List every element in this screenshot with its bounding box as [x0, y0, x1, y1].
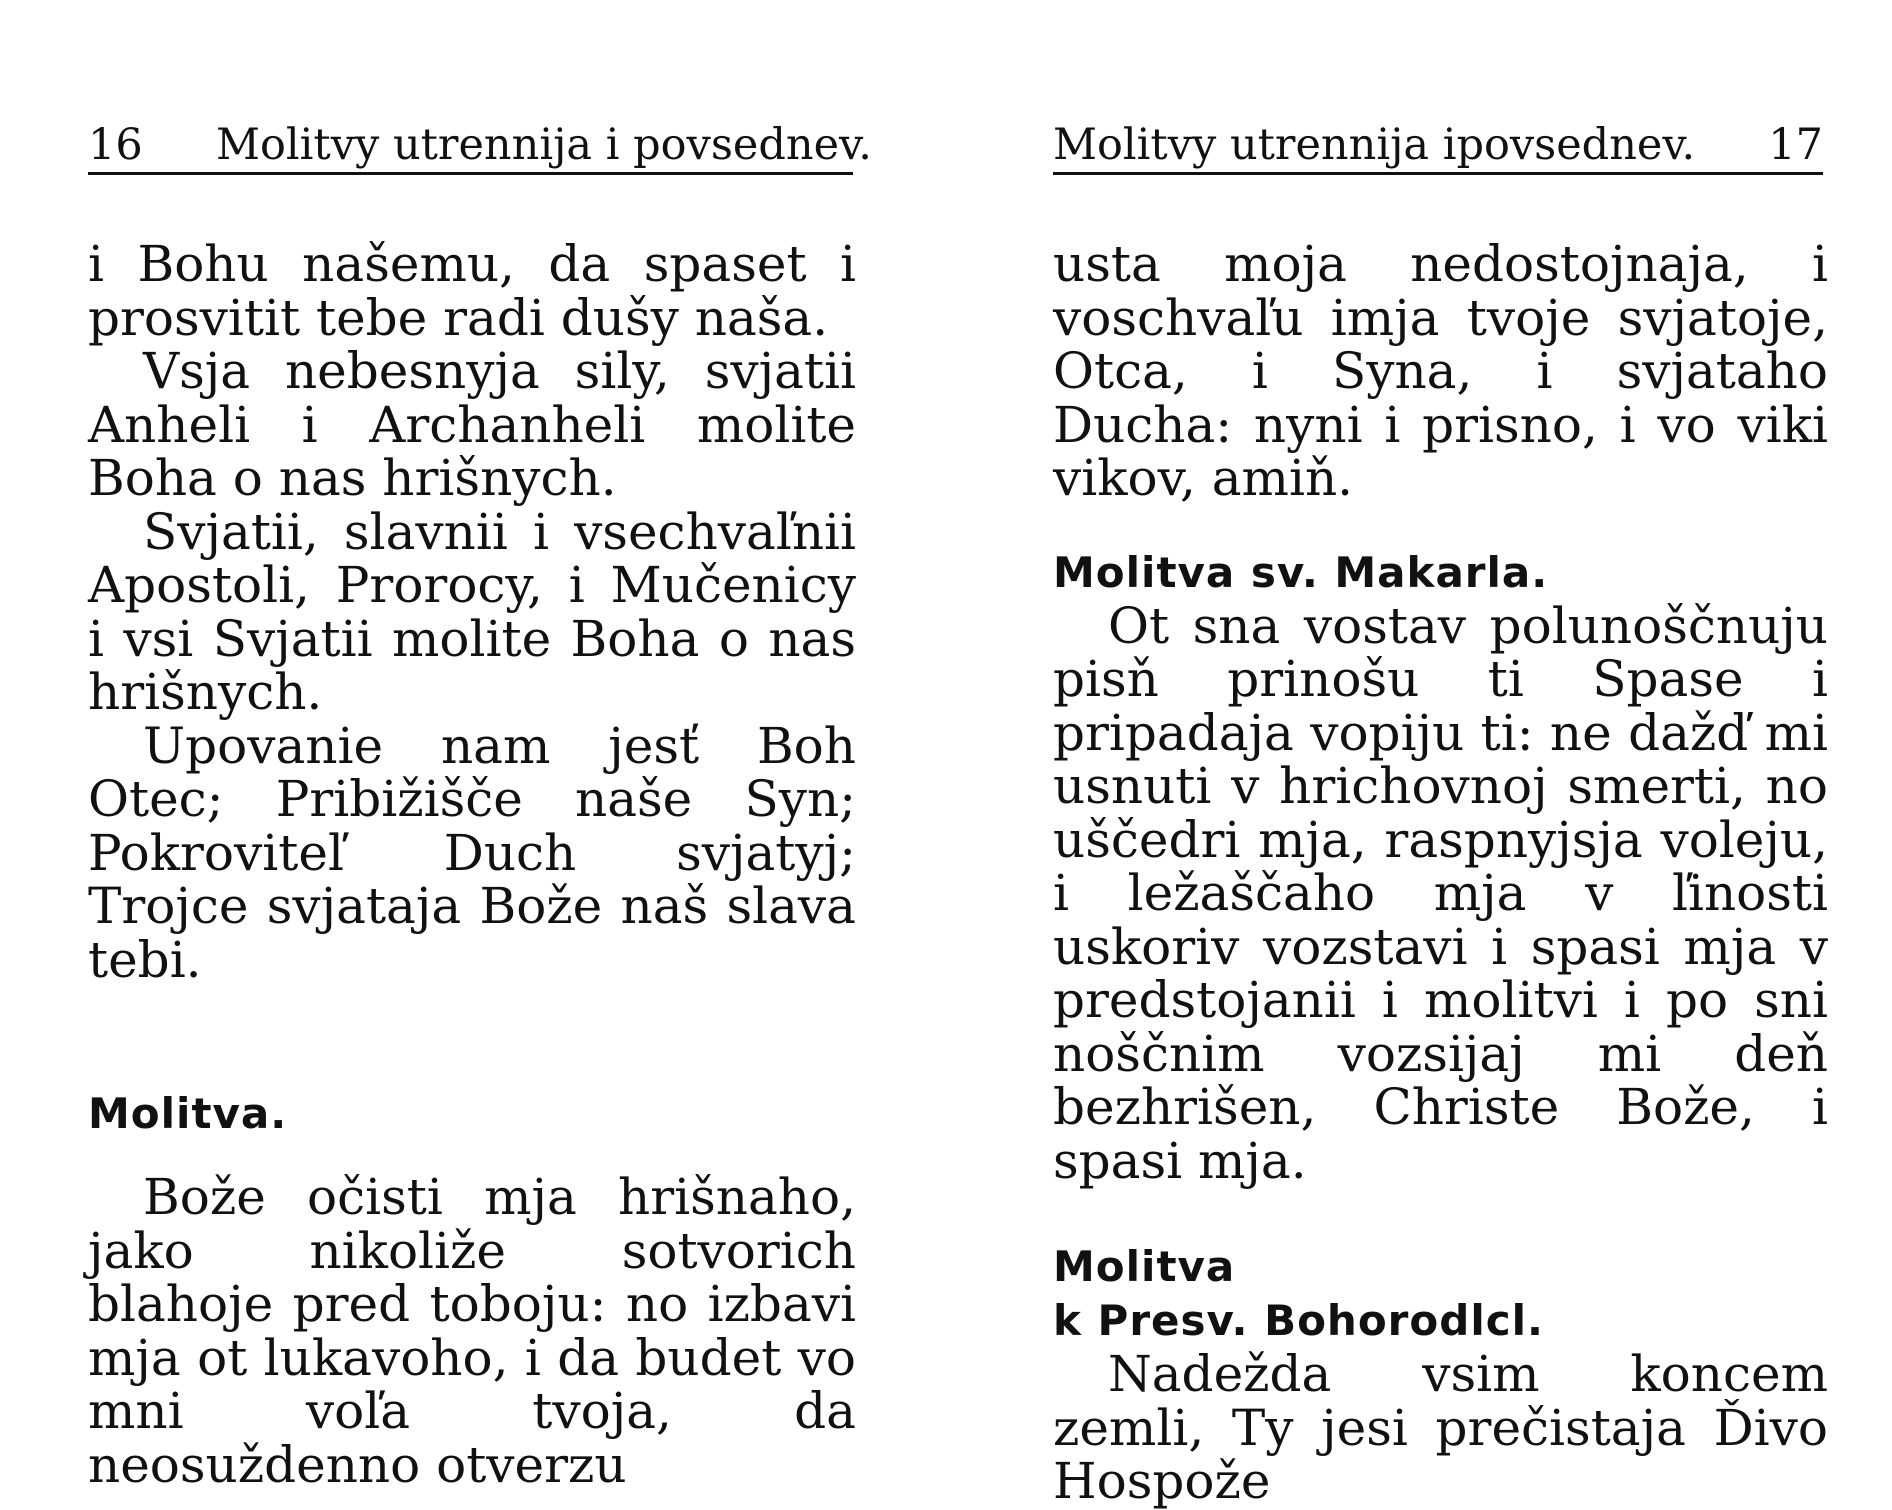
running-title: Molitvy utrennija i povsednev. [216, 120, 872, 170]
paragraph: Svjatii, slavnii i vsechvaľnii Apostoli, Prorocy, i Mučenicy i vsi Svjatii molite Boha o nas hrišnych. [88, 502, 856, 721]
paragraph: usta moja nedostojnaja, i voschvaľu imja tvoje svjatoje, Otca, i Syna, i svjataho Ducha: nyni i prisno, i vo viki vikov, amiň. [1053, 235, 1828, 507]
spacer [1053, 1188, 1828, 1240]
section-heading: Molitva. [88, 1089, 288, 1138]
spacer [88, 987, 856, 1087]
left-text-column [88, 235, 856, 1494]
paragraph: Vsja nebesnyja sily, svjatii Anheli i Archanheli molite Boha o nas hrišnych. [88, 342, 856, 507]
running-title: Molitvy utrennija ipovsednev. [1053, 120, 1696, 170]
header-rule [88, 172, 853, 175]
paragraph: Ot sna vostav polunoščnuju pisň prinošu ti Spase i pripadaja vopiju ti: ne dažď mi usnuti v hrichovnoj smerti, no uščedri mja, raspnyjsja voleju, i ležaščaho mja v ľinosti uskoriv vozstavi i spasi mja v predstojanii i molitvi i po sni noščnim vozsijaj mi deň bezhrišen, Christe Bože, i spasi mja. [1053, 596, 1828, 1190]
left-page [0, 0, 900, 1500]
paragraph: Bože očisti mja hrišnaho, jako nikolіže sotvorich blahoje pred toboju: no izbavi mja ot lukavoho, i da budet vo mni voľa tvoja, da neosuždenno otverzu [88, 1168, 856, 1494]
page-number: 16 [88, 120, 143, 170]
left-page-header [88, 115, 872, 175]
paragraph: i Bohu našemu, da spaset i prosvitit tebe radi dušy naša. [88, 235, 856, 347]
spacer [88, 1141, 856, 1171]
section-heading: k Presv. Bohorodlcl. [1053, 1296, 1544, 1345]
paragraph: Upovanie nam jesť Boh Otec; Pribižišče naše Syn; Pokroviteľ Duch svjatyj; Trojce svjataja Bože naš slava tebi. [88, 716, 856, 989]
header-rule [1053, 172, 1823, 175]
section-heading: Molitva [1053, 1242, 1236, 1291]
paragraph: Nadežda vsim koncem zemli, Ty jesi prečistaja Ďivo Hospože [1053, 1345, 1828, 1510]
page-number: 17 [1768, 120, 1823, 170]
right-page-header [1053, 115, 1823, 175]
spacer [1053, 506, 1828, 546]
section-heading: Molitva sv. Makarla. [1053, 547, 1549, 597]
right-text-column [1053, 235, 1828, 1510]
